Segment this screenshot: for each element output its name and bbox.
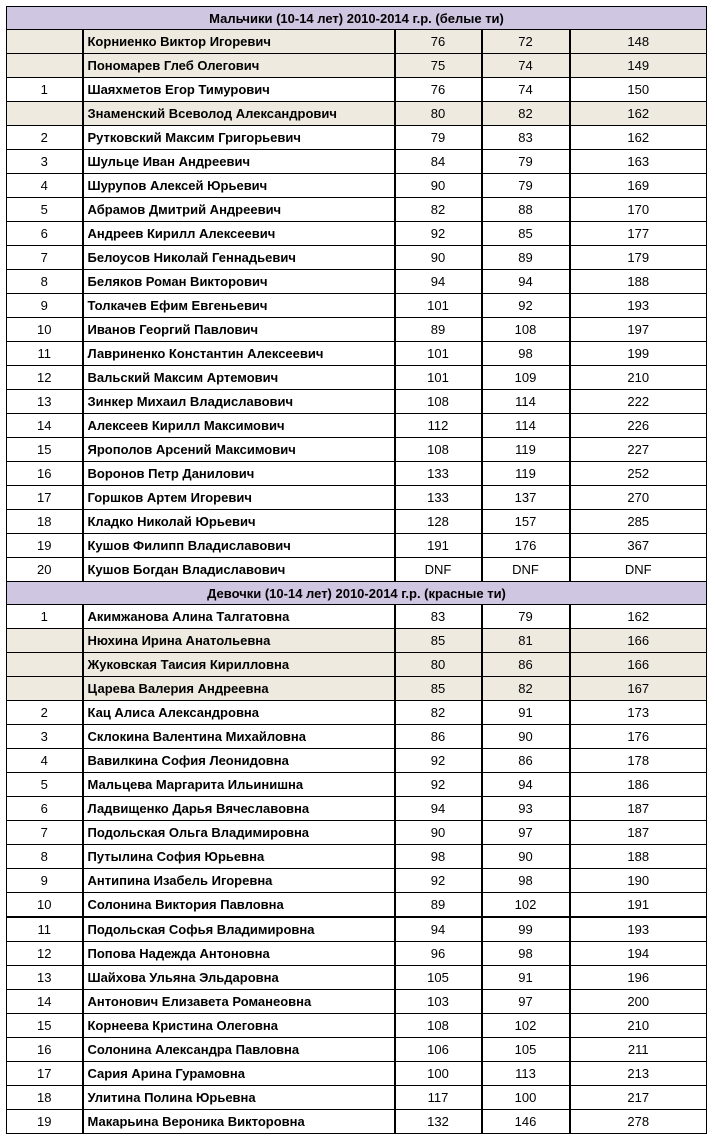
player-name-cell: Солонина Виктория Павловна — [83, 893, 395, 918]
section-title: Девочки (10-14 лет) 2010-2014 г.р. (красные ти) — [7, 582, 707, 605]
table-row — [7, 966, 707, 990]
round-1-score-cell: 85 — [395, 629, 482, 653]
table-row — [7, 414, 707, 438]
total-score-cell: 187 — [570, 797, 707, 821]
table-row — [7, 486, 707, 510]
total-score-cell: 173 — [570, 701, 707, 725]
player-name-cell: Кладко Николай Юрьевич — [83, 510, 395, 534]
table-row — [7, 990, 707, 1014]
total-score-cell: 190 — [570, 869, 707, 893]
total-score-cell: 210 — [570, 366, 707, 390]
round-1-score-cell: 84 — [395, 150, 482, 174]
table-row — [7, 893, 707, 918]
round-2-score-cell: 113 — [482, 1062, 570, 1086]
total-score-cell: 210 — [570, 1014, 707, 1038]
round-1-score-cell: 90 — [395, 821, 482, 845]
player-name-cell: Вальский Максим Артемович — [83, 366, 395, 390]
round-1-score-cell: 101 — [395, 342, 482, 366]
total-score-cell: 270 — [570, 486, 707, 510]
round-2-score-cell: 74 — [482, 78, 570, 102]
round-2-score-cell: 94 — [482, 270, 570, 294]
total-score-cell: 166 — [570, 629, 707, 653]
total-score-cell: 162 — [570, 102, 707, 126]
round-1-score-cell: 76 — [395, 78, 482, 102]
table-row — [7, 510, 707, 534]
table-row — [7, 773, 707, 797]
place-cell: 8 — [7, 270, 83, 294]
round-2-score-cell: 79 — [482, 150, 570, 174]
round-2-score-cell: 93 — [482, 797, 570, 821]
table-row — [7, 701, 707, 725]
round-2-score-cell: 88 — [482, 198, 570, 222]
place-cell: 15 — [7, 438, 83, 462]
total-score-cell: 179 — [570, 246, 707, 270]
round-1-score-cell: 80 — [395, 653, 482, 677]
player-name-cell: Кац Алиса Александровна — [83, 701, 395, 725]
player-name-cell: Акимжанова Алина Талгатовна — [83, 605, 395, 629]
total-score-cell: 367 — [570, 534, 707, 558]
table-row — [7, 653, 707, 677]
total-score-cell: 149 — [570, 54, 707, 78]
place-cell: 13 — [7, 390, 83, 414]
table-row — [7, 821, 707, 845]
round-2-score-cell: 97 — [482, 821, 570, 845]
round-1-score-cell: 76 — [395, 30, 482, 54]
total-score-cell: DNF — [570, 558, 707, 582]
player-name-cell: Склокина Валентина Михайловна — [83, 725, 395, 749]
round-1-score-cell: 83 — [395, 605, 482, 629]
total-score-cell: 226 — [570, 414, 707, 438]
round-2-score-cell: 176 — [482, 534, 570, 558]
place-cell: 6 — [7, 797, 83, 821]
table-row — [7, 318, 707, 342]
place-cell: 6 — [7, 222, 83, 246]
round-1-score-cell: 106 — [395, 1038, 482, 1062]
player-name-cell: Зинкер Михаил Владиславович — [83, 390, 395, 414]
place-cell — [7, 629, 83, 653]
place-cell — [7, 54, 83, 78]
round-2-score-cell: 99 — [482, 917, 570, 942]
player-name-cell: Кушов Богдан Владиславович — [83, 558, 395, 582]
place-cell: 7 — [7, 246, 83, 270]
round-2-score-cell: 91 — [482, 701, 570, 725]
place-cell: 3 — [7, 150, 83, 174]
round-2-score-cell: 85 — [482, 222, 570, 246]
table-row — [7, 366, 707, 390]
place-cell: 11 — [7, 917, 83, 942]
round-2-score-cell: 109 — [482, 366, 570, 390]
table-row — [7, 749, 707, 773]
round-1-score-cell: 92 — [395, 222, 482, 246]
player-name-cell: Путылина София Юрьевна — [83, 845, 395, 869]
round-1-score-cell: 94 — [395, 270, 482, 294]
total-score-cell: 163 — [570, 150, 707, 174]
round-1-score-cell: 100 — [395, 1062, 482, 1086]
place-cell: 4 — [7, 174, 83, 198]
place-cell: 1 — [7, 605, 83, 629]
table-row — [7, 869, 707, 893]
round-2-score-cell: 90 — [482, 845, 570, 869]
total-score-cell: 167 — [570, 677, 707, 701]
round-2-score-cell: 98 — [482, 869, 570, 893]
player-name-cell: Макарьина Вероника Викторовна — [83, 1110, 395, 1134]
place-cell: 10 — [7, 893, 83, 918]
player-name-cell: Попова Надежда Антоновна — [83, 942, 395, 966]
player-name-cell: Подольская Софья Владимировна — [83, 917, 395, 942]
total-score-cell: 217 — [570, 1086, 707, 1110]
section-header — [7, 7, 707, 30]
round-1-score-cell: 108 — [395, 390, 482, 414]
place-cell: 8 — [7, 845, 83, 869]
player-name-cell: Ладвищенко Дарья Вячеславовна — [83, 797, 395, 821]
place-cell: 2 — [7, 126, 83, 150]
total-score-cell: 162 — [570, 126, 707, 150]
place-cell: 9 — [7, 294, 83, 318]
round-2-score-cell: 108 — [482, 318, 570, 342]
total-score-cell: 200 — [570, 990, 707, 1014]
player-name-cell: Мальцева Маргарита Ильинишна — [83, 773, 395, 797]
total-score-cell: 170 — [570, 198, 707, 222]
round-2-score-cell: 83 — [482, 126, 570, 150]
round-2-score-cell: 94 — [482, 773, 570, 797]
table-row — [7, 54, 707, 78]
round-2-score-cell: 89 — [482, 246, 570, 270]
round-2-score-cell: 82 — [482, 102, 570, 126]
place-cell: 2 — [7, 701, 83, 725]
round-1-score-cell: 94 — [395, 797, 482, 821]
round-1-score-cell: 92 — [395, 773, 482, 797]
round-2-score-cell: 100 — [482, 1086, 570, 1110]
player-name-cell: Шурупов Алексей Юрьевич — [83, 174, 395, 198]
round-1-score-cell: 117 — [395, 1086, 482, 1110]
player-name-cell: Беляков Роман Викторович — [83, 270, 395, 294]
round-1-score-cell: 105 — [395, 966, 482, 990]
place-cell: 5 — [7, 198, 83, 222]
round-2-score-cell: 91 — [482, 966, 570, 990]
round-2-score-cell: 86 — [482, 749, 570, 773]
round-1-score-cell: 89 — [395, 318, 482, 342]
place-cell — [7, 102, 83, 126]
round-1-score-cell: 92 — [395, 749, 482, 773]
table-row — [7, 1062, 707, 1086]
section-header — [7, 582, 707, 605]
round-2-score-cell: 92 — [482, 294, 570, 318]
place-cell: 7 — [7, 821, 83, 845]
table-row — [7, 1110, 707, 1134]
round-1-score-cell: 112 — [395, 414, 482, 438]
round-2-score-cell: 119 — [482, 438, 570, 462]
round-1-score-cell: 82 — [395, 701, 482, 725]
place-cell: 20 — [7, 558, 83, 582]
table-row — [7, 390, 707, 414]
round-1-score-cell: 80 — [395, 102, 482, 126]
table-row — [7, 845, 707, 869]
round-1-score-cell: 101 — [395, 366, 482, 390]
player-name-cell: Жуковская Таисия Кирилловна — [83, 653, 395, 677]
table-row — [7, 1038, 707, 1062]
place-cell — [7, 677, 83, 701]
results-table — [6, 6, 707, 1134]
round-1-score-cell: 96 — [395, 942, 482, 966]
round-2-score-cell: 157 — [482, 510, 570, 534]
total-score-cell: 227 — [570, 438, 707, 462]
table-row — [7, 438, 707, 462]
total-score-cell: 177 — [570, 222, 707, 246]
player-name-cell: Корниенко Виктор Игоревич — [83, 30, 395, 54]
total-score-cell: 188 — [570, 845, 707, 869]
player-name-cell: Улитина Полина Юрьевна — [83, 1086, 395, 1110]
round-1-score-cell: DNF — [395, 558, 482, 582]
round-1-score-cell: 132 — [395, 1110, 482, 1134]
round-1-score-cell: 85 — [395, 677, 482, 701]
round-2-score-cell: 97 — [482, 990, 570, 1014]
place-cell: 18 — [7, 510, 83, 534]
player-name-cell: Воронов Петр Данилович — [83, 462, 395, 486]
place-cell: 14 — [7, 990, 83, 1014]
player-name-cell: Сария Арина Гурамовна — [83, 1062, 395, 1086]
round-1-score-cell: 89 — [395, 893, 482, 918]
total-score-cell: 193 — [570, 917, 707, 942]
round-2-score-cell: 90 — [482, 725, 570, 749]
table-row — [7, 558, 707, 582]
player-name-cell: Абрамов Дмитрий Андреевич — [83, 198, 395, 222]
player-name-cell: Антипина Изабель Игоревна — [83, 869, 395, 893]
round-2-score-cell: 74 — [482, 54, 570, 78]
player-name-cell: Нюхина Ирина Анатольевна — [83, 629, 395, 653]
place-cell: 15 — [7, 1014, 83, 1038]
table-row — [7, 174, 707, 198]
table-row — [7, 78, 707, 102]
total-score-cell: 197 — [570, 318, 707, 342]
round-2-score-cell: 79 — [482, 174, 570, 198]
table-row — [7, 677, 707, 701]
round-2-score-cell: 98 — [482, 942, 570, 966]
round-2-score-cell: 119 — [482, 462, 570, 486]
round-2-score-cell: 146 — [482, 1110, 570, 1134]
player-name-cell: Рутковский Максим Григорьевич — [83, 126, 395, 150]
total-score-cell: 186 — [570, 773, 707, 797]
place-cell: 10 — [7, 318, 83, 342]
total-score-cell: 193 — [570, 294, 707, 318]
section-title: Мальчики (10-14 лет) 2010-2014 г.р. (белые ти) — [7, 7, 707, 30]
total-score-cell: 213 — [570, 1062, 707, 1086]
table-row — [7, 1014, 707, 1038]
table-row — [7, 1086, 707, 1110]
round-2-score-cell: 105 — [482, 1038, 570, 1062]
place-cell: 12 — [7, 366, 83, 390]
round-1-score-cell: 98 — [395, 845, 482, 869]
round-1-score-cell: 90 — [395, 246, 482, 270]
round-1-score-cell: 75 — [395, 54, 482, 78]
place-cell: 16 — [7, 462, 83, 486]
place-cell: 9 — [7, 869, 83, 893]
place-cell: 16 — [7, 1038, 83, 1062]
round-1-score-cell: 79 — [395, 126, 482, 150]
total-score-cell: 150 — [570, 78, 707, 102]
table-row — [7, 126, 707, 150]
total-score-cell: 194 — [570, 942, 707, 966]
round-2-score-cell: 102 — [482, 1014, 570, 1038]
table-row — [7, 797, 707, 821]
place-cell: 17 — [7, 1062, 83, 1086]
table-row — [7, 534, 707, 558]
place-cell — [7, 653, 83, 677]
place-cell: 14 — [7, 414, 83, 438]
place-cell — [7, 30, 83, 54]
player-name-cell: Шайхова Ульяна Эльдаровна — [83, 966, 395, 990]
round-1-score-cell: 103 — [395, 990, 482, 1014]
place-cell: 1 — [7, 78, 83, 102]
table-row — [7, 198, 707, 222]
round-2-score-cell: 79 — [482, 605, 570, 629]
player-name-cell: Иванов Георгий Павлович — [83, 318, 395, 342]
table-row — [7, 294, 707, 318]
round-1-score-cell: 90 — [395, 174, 482, 198]
place-cell: 17 — [7, 486, 83, 510]
player-name-cell: Антонович Елизавета Романеовна — [83, 990, 395, 1014]
player-name-cell: Царева Валерия Андреевна — [83, 677, 395, 701]
table-row — [7, 102, 707, 126]
total-score-cell: 187 — [570, 821, 707, 845]
round-1-score-cell: 133 — [395, 462, 482, 486]
place-cell: 19 — [7, 1110, 83, 1134]
player-name-cell: Пономарев Глеб Олегович — [83, 54, 395, 78]
round-2-score-cell: 98 — [482, 342, 570, 366]
round-2-score-cell: 114 — [482, 414, 570, 438]
place-cell: 11 — [7, 342, 83, 366]
player-name-cell: Кушов Филипп Владиславович — [83, 534, 395, 558]
place-cell: 12 — [7, 942, 83, 966]
table-row — [7, 30, 707, 54]
round-2-score-cell: 81 — [482, 629, 570, 653]
round-2-score-cell: 86 — [482, 653, 570, 677]
player-name-cell: Андреев Кирилл Алексеевич — [83, 222, 395, 246]
total-score-cell: 191 — [570, 893, 707, 918]
place-cell: 18 — [7, 1086, 83, 1110]
place-cell: 13 — [7, 966, 83, 990]
total-score-cell: 211 — [570, 1038, 707, 1062]
total-score-cell: 285 — [570, 510, 707, 534]
player-name-cell: Ярополов Арсений Максимович — [83, 438, 395, 462]
player-name-cell: Корнеева Кристина Олеговна — [83, 1014, 395, 1038]
player-name-cell: Солонина Александра Павловна — [83, 1038, 395, 1062]
round-1-score-cell: 133 — [395, 486, 482, 510]
place-cell: 4 — [7, 749, 83, 773]
round-1-score-cell: 82 — [395, 198, 482, 222]
total-score-cell: 162 — [570, 605, 707, 629]
round-2-score-cell: 72 — [482, 30, 570, 54]
player-name-cell: Лавриненко Константин Алексеевич — [83, 342, 395, 366]
table-row — [7, 605, 707, 629]
table-row — [7, 150, 707, 174]
player-name-cell: Шульце Иван Андреевич — [83, 150, 395, 174]
round-1-score-cell: 191 — [395, 534, 482, 558]
total-score-cell: 176 — [570, 725, 707, 749]
table-row — [7, 942, 707, 966]
player-name-cell: Алексеев Кирилл Максимович — [83, 414, 395, 438]
player-name-cell: Белоусов Николай Геннадьевич — [83, 246, 395, 270]
round-2-score-cell: 82 — [482, 677, 570, 701]
total-score-cell: 169 — [570, 174, 707, 198]
player-name-cell: Знаменский Всеволод Александрович — [83, 102, 395, 126]
round-1-score-cell: 108 — [395, 438, 482, 462]
round-1-score-cell: 86 — [395, 725, 482, 749]
round-1-score-cell: 92 — [395, 869, 482, 893]
place-cell: 5 — [7, 773, 83, 797]
player-name-cell: Толкачев Ефим Евгеньевич — [83, 294, 395, 318]
total-score-cell: 252 — [570, 462, 707, 486]
round-1-score-cell: 108 — [395, 1014, 482, 1038]
round-2-score-cell: 114 — [482, 390, 570, 414]
table-row — [7, 246, 707, 270]
total-score-cell: 178 — [570, 749, 707, 773]
table-row — [7, 342, 707, 366]
round-2-score-cell: DNF — [482, 558, 570, 582]
table-row — [7, 462, 707, 486]
place-cell: 19 — [7, 534, 83, 558]
player-name-cell: Подольская Ольга Владимировна — [83, 821, 395, 845]
total-score-cell: 199 — [570, 342, 707, 366]
total-score-cell: 196 — [570, 966, 707, 990]
round-1-score-cell: 94 — [395, 917, 482, 942]
round-2-score-cell: 102 — [482, 893, 570, 918]
table-row — [7, 725, 707, 749]
table-row — [7, 222, 707, 246]
total-score-cell: 222 — [570, 390, 707, 414]
round-2-score-cell: 137 — [482, 486, 570, 510]
total-score-cell: 166 — [570, 653, 707, 677]
table-row — [7, 917, 707, 942]
table-row — [7, 270, 707, 294]
table-row — [7, 629, 707, 653]
player-name-cell: Горшков Артем Игоревич — [83, 486, 395, 510]
total-score-cell: 188 — [570, 270, 707, 294]
total-score-cell: 278 — [570, 1110, 707, 1134]
total-score-cell: 148 — [570, 30, 707, 54]
player-name-cell: Вавилкина София Леонидовна — [83, 749, 395, 773]
round-1-score-cell: 128 — [395, 510, 482, 534]
place-cell: 3 — [7, 725, 83, 749]
round-1-score-cell: 101 — [395, 294, 482, 318]
player-name-cell: Шаяхметов Егор Тимурович — [83, 78, 395, 102]
